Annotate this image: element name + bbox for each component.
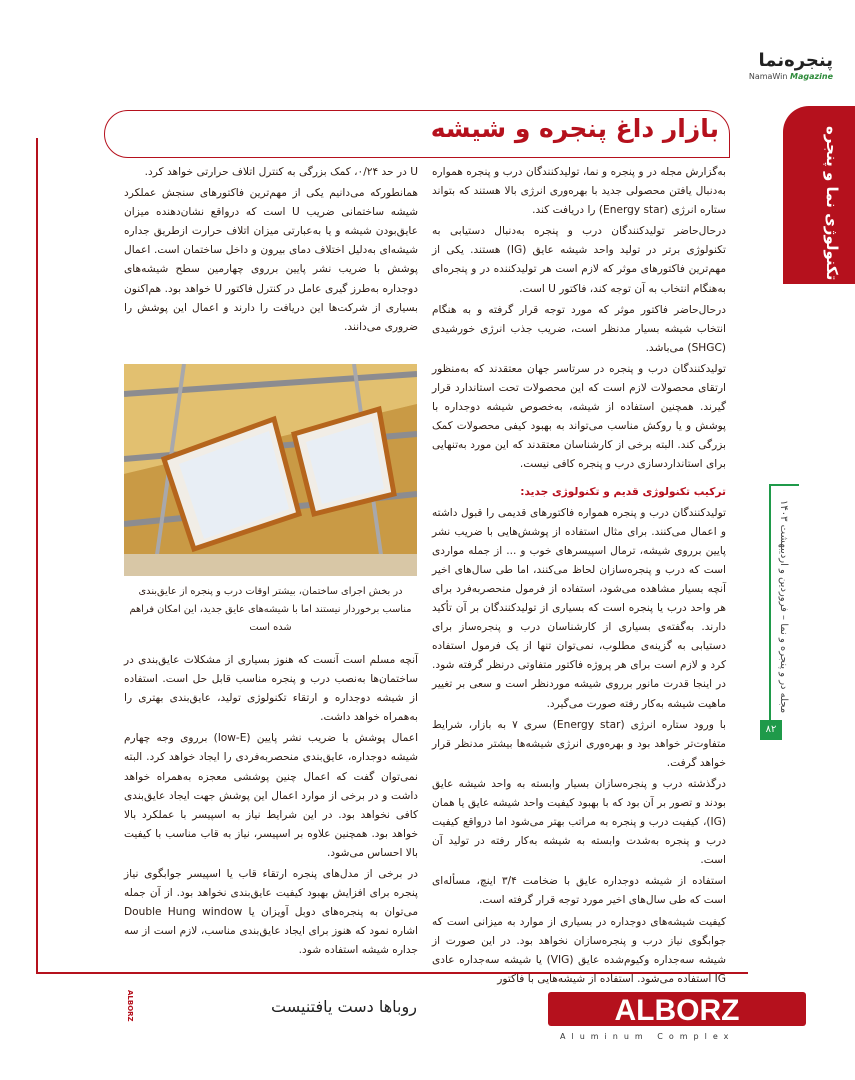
section-tab-label: تکنولوژی نما و پنجره: [823, 126, 841, 281]
attic-window-photo: [124, 364, 417, 576]
page-number: ۸۲: [760, 720, 782, 740]
paragraph: تولیدکنندگان درب و پنجره همواره فاکتورهای قدیمی را قبول داشته و اعمال می‌کنند. برای مثال استفاده از پوشش‌هایی با ضریب نشر پایین برروی شیشه، ترمال اسپیسرهای خوب و ... از جمله مواردی است که درب و پنجره‌سازان لحاظ می‌کنند، اما طی سال‌های اخیر آنچه بسیار مشاهده می‌شود، استفاده از فرمول منحصربه‌فرد برای هر واحد درب یا پنجره است که بسیاری از تولیدکنندگان بر آن تأکید دارند. به‌گفته‌ی بسیاری از کارشناسان درب و پنجره‌ساز برای دستیابی به گزینه‌ی مطلوب، نمی‌توان تنها از یک فرمول استفاده کرد و لازم است برای هر پروژه فاکتور متفاوتی درنظر گرفته شود. در اینجا قدرت مانور برروی شیشه مورد‌نظر است و سعی بر تغییر ماهیت شیشه به‌کار رفته صورت می‌گیرد.: [432, 506, 726, 710]
paragraph: استفاده از شیشه دوجداره عایق با ضخامت ۳/۴ اینچ، مسأله‌ای است که طی سال‌های اخیر مورد توجه قرار گرفته است.: [432, 875, 727, 907]
magazine-logo: [749, 50, 833, 81]
left-column-bottom: [124, 651, 418, 963]
paragraph: همانطورکه می‌دانیم یکی از مهم‌ترین فاکتورهای سنجش عملکرد شیشه ساختمانی ضریب U است که درواقع نشان‌دهنده میزان عایق‌بودن شیشه و یا به‌عبارتی میزان اتلاف حرارت از‌طریق جداره شیشه‌ای به‌دلیل اختلاف دمای بیرون و داخل ساختمان است. اعمال پوشش با ضریب نشر پایین برروی چهارمین سطح شیشه‌های دوجداره به‌طرز گیری عامل در کنترل فاکتور U خواهد بود. هم‌اکنون بسیاری از شرکت‌ها این دریافت را دارند و اعمال این پوشش را ضروری می‌دانند.: [124, 187, 419, 333]
brand-vertical: ALBORZ: [126, 990, 134, 1022]
paragraph: کیفیت شیشه‌های دوجداره در بسیاری از موارد به میزانی است که جوابگوی نیاز درب و پنجره‌سازان نخواهد بود. در این صورت از شیشه سه‌جداره وکیوم‌شده عایق (VIG) یا شیشه سه‌جداره عادی IG استفاده می‌شود. استفاده از شیشه‌هایی با فاکتور: [432, 915, 726, 985]
paragraph: اعمال پوشش با ضریب نشر پایین (low-E) برروی وجه چهارم شیشه دوجداره، عایق‌بندی منحصربه‌فردی را ایجاد خواهد کرد. البته نمی‌توان گفت که اعمال چنین پوششی معجزه به‌همراه خواهد داشت و در برخی از موارد اعمال این پوشش جهت ایجاد عایق‌بندی کافی نخواهد بود. در این شرایط نیاز به اسپیسر با عملکرد بالا خواهد بود. همچنین علاوه بر اسپیسر، نیاز به قاب مناسب با کیفیت بالا احساس می‌شود.: [124, 732, 419, 859]
issue-info: مجله در و پنجره و نما – فروردین و اردیبهشت ۱۴۰۳: [778, 500, 789, 714]
right-column: [432, 163, 726, 991]
subheading: ترکیب تکنولوژی قدیم و تکنولوژی جدید:: [520, 485, 726, 498]
magazine-name: پنجره‌نما: [758, 50, 833, 71]
paragraph: درحال‌حاضر فاکتور موثر که مورد توجه قرار گرفته و به هنگام انتخاب شیشه بسیار مدنظر است، ضریب جذب انرژی خورشیدی (SHGC) می‌باشد.: [432, 303, 726, 354]
magazine-sub-b: Magazine: [789, 72, 833, 81]
paragraph: درحال‌حاضر تولیدکنندگان درب و پنجره به‌دنبال دستیابی به تکنولوژی برتر در تولید واحد شیشه عایق (IG) هستند. یکی از مهم‌ترین فاکتورهای موثر که لازم است هر تولیدکننده در و پنجره‌ای به‌هنگام انتخاب به آن توجه کند، فاکتور U است.: [432, 225, 726, 295]
article-title: بازار داغ پنجره و شیشه: [430, 114, 719, 143]
footer-slogan: روباها دست یافتنیست: [271, 997, 417, 1016]
brand-subtitle: Aluminum Complex: [560, 1032, 735, 1041]
section-tab: [783, 106, 855, 284]
paragraph: به‌گزارش مجله در و پنجره و نما، تولیدکنندگان درب و پنجره همواره به‌دنبال یافتن محصولی جدید با بهره‌وری انرژی بالا هستند که بتواند ستاره انرژی (Energy star) را دریافت کند.: [432, 166, 726, 217]
frame-left-line: [36, 138, 38, 973]
magazine-sub-a: NamaWin: [748, 72, 788, 81]
paragraph: U در حد ۰/۲۴، کمک بزرگی به کنترل اتلاف حرارتی خواهد کرد.: [144, 166, 418, 178]
left-column-top: [124, 163, 418, 339]
side-rule-top: [769, 484, 799, 486]
paragraph: با ورود ستاره انرژی (Energy star) سری ۷ به بازار، شرایط متفاوت‌تر خواهد بود و بهره‌وری انرژی شیشه‌ها بیشتر مدنظر قرار خواهد گرفت.: [432, 718, 726, 769]
paragraph: درگذشته درب و پنجره‌سازان بسیار وابسته به واحد شیشه عایق بودند و تصور بر آن بود که با بهبود کیفیت واحد شیشه عایق یا همان (IG)، کیفیت درب و پنجره به مراتب بهتر می‌شود اما درواقع کیفیت درب و پنجره به‌شدت وابسته به شیشه به‌کار رفته در تولید آن است.: [432, 777, 726, 867]
paragraph: آنچه مسلم است آنست که هنوز بسیاری از مشکلات عایق‌بندی در ساختمان‌ها به‌نصب درب و پنجره مناسب قابل حل است. استفاده از شیشه دوجداره و ارتقاء تکنولوژی تولید، عایق‌بندی بهتری را به‌همراه خواهد داشت.: [124, 654, 418, 724]
brand-name: ALBORZ: [614, 994, 740, 1027]
alborz-logo: [548, 990, 806, 1030]
attic-window-illustration: [124, 364, 417, 576]
paragraph: تولیدکنندگان درب و پنجره در سرتاسر جهان معتقدند که به‌منظور ارتقای محصولات لازم است که این محصولات تحت استاندارد قرار گیرند. همچنین استفاده از شیشه، به‌خصوص شیشه دوجداره با پوشش و یا روکش مناسب می‌تواند به بهبود کیفی محصولات کمک بزرگی کند. البته برخی از کارشناسان معتقدند که این مورد به‌تنهایی برای استانداردسازی درب و پنجره کافی نیست.: [432, 362, 726, 471]
magazine-subtitle: [749, 72, 833, 81]
paragraph: در برخی از مدل‌های پنجره ارتقاء قاب یا اسپیسر جوابگوی نیاز پنجره برای افزایش بهبود کیفیت عایق‌بندی نخواهد بود. از آن جمله می‌توان به پنجره‌های دوبل آویزان یا Double Hung window اشاره نمود که هنوز برای ایجاد عایق‌بندی مناسب، لازم است از سه جداره شیشه استفاده شود.: [124, 868, 418, 957]
photo-caption: در بخش اجرای ساختمان، بیشتر اوقات درب و پنجره از عایق‌بندی مناسب برخوردار نیستند اما با شیشه‌های عایق جدید، این امکان فراهم شده است: [129, 586, 412, 633]
side-rule: [769, 484, 771, 734]
